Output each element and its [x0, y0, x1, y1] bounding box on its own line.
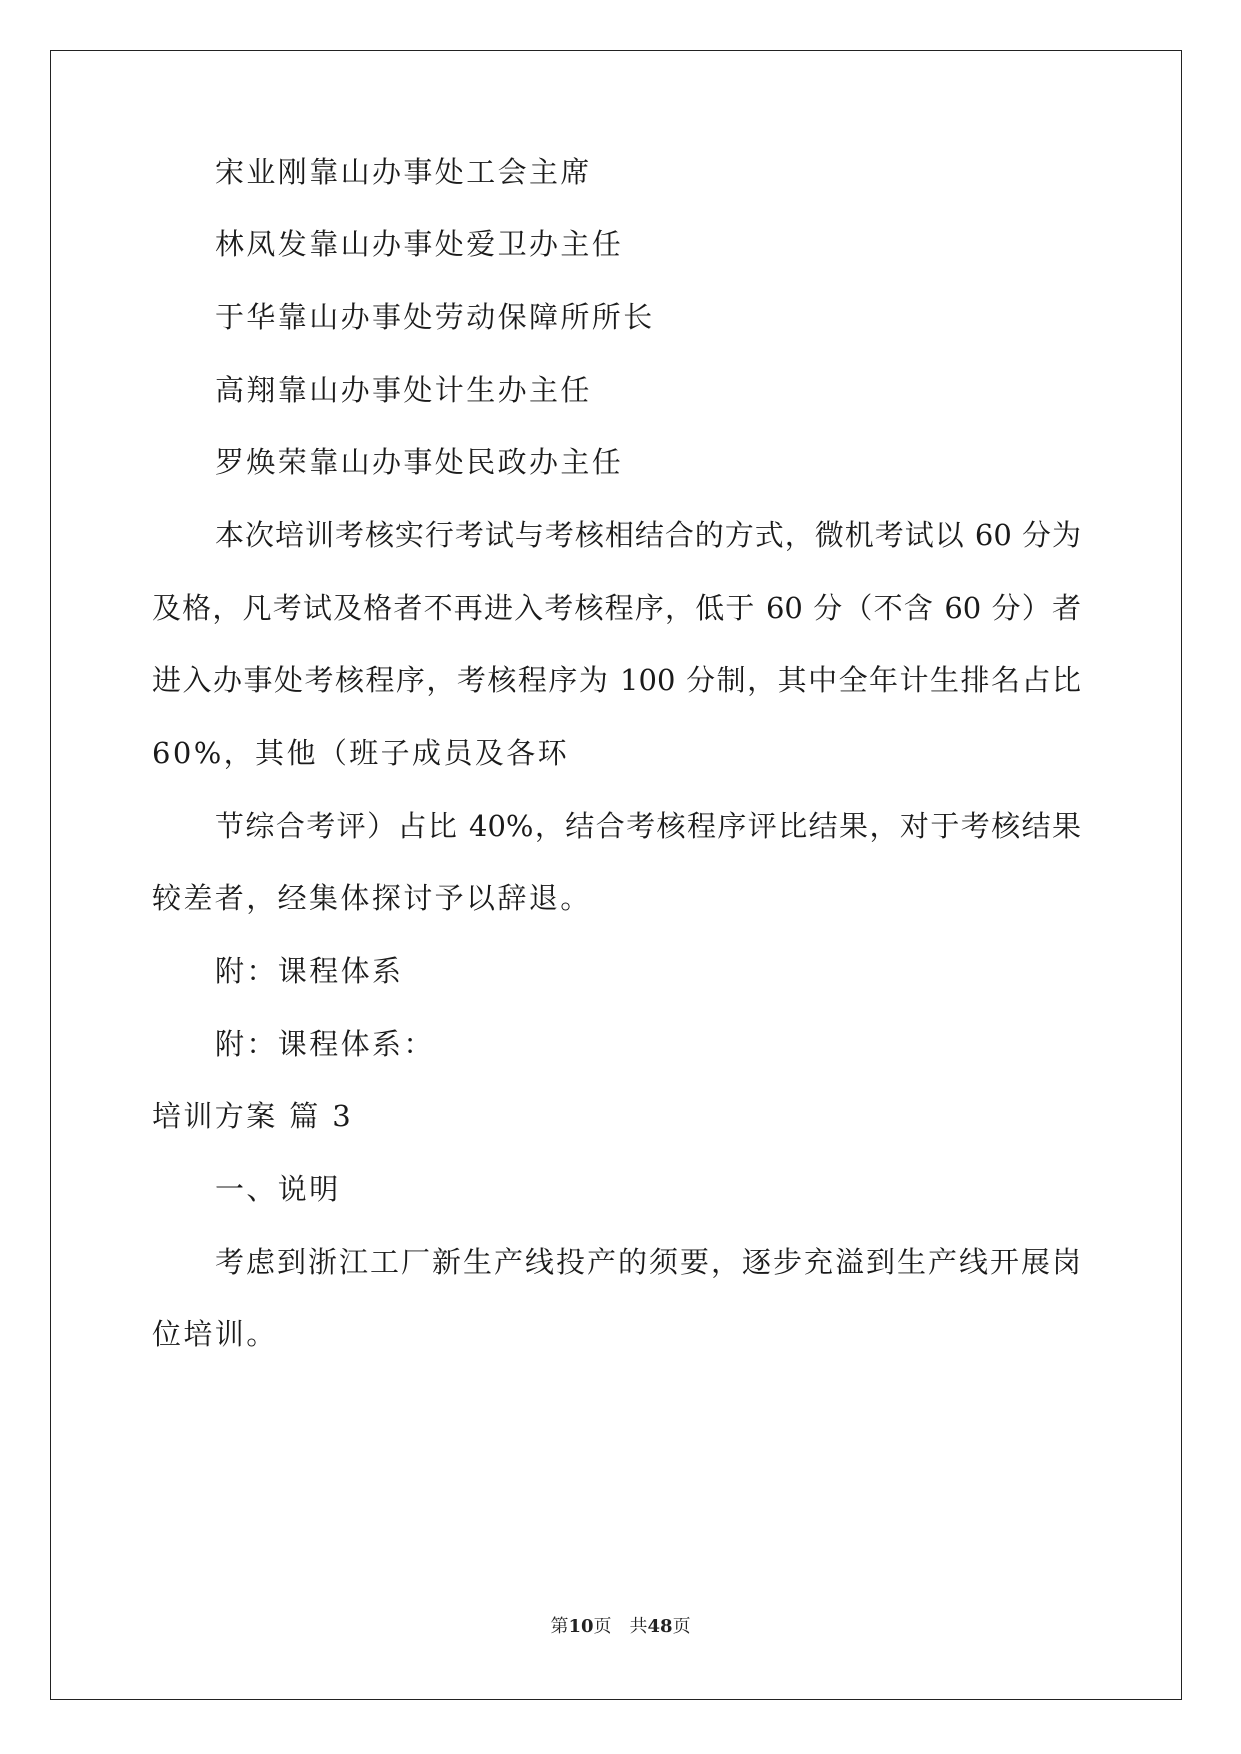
text-line: 高翔靠山办事处计生办主任 [215, 373, 592, 407]
paragraph-line: 节综合考评）占比 40%，结合考核程序评比结果，对于考核结果 [215, 809, 1081, 843]
appendix-line: 附：课程体系 [215, 954, 404, 988]
text-line: 于华靠山办事处劳动保障所所长 [215, 300, 655, 334]
page-footer [0, 1616, 1241, 1638]
text-line: 罗焕荣靠山办事处民政办主任 [215, 445, 624, 479]
paragraph-line: 本次培训考核实行考试与考核相结合的方式，微机考试以 60 分为 [215, 518, 1081, 552]
footer-page-number: 10 [568, 1616, 594, 1637]
appendix-line: 附：课程体系： [215, 1027, 435, 1061]
paragraph-line: 考虑到浙江工厂新生产线投产的须要，逐步充溢到生产线开展岗 [215, 1245, 1081, 1279]
page-border [50, 50, 1182, 1700]
text-line: 林凤发靠山办事处爱卫办主任 [215, 227, 624, 261]
footer-suffix: 页 [672, 1616, 691, 1637]
subsection-heading: 一、说明 [215, 1172, 341, 1206]
footer-prefix: 第 [550, 1616, 569, 1637]
paragraph-line: 进入办事处考核程序，考核程序为 100 分制，其中全年计生排名占比 [152, 663, 1081, 697]
section-heading: 培训方案 篇 3 [152, 1099, 354, 1133]
paragraph-line: 较差者，经集体探讨予以辞退。 [152, 881, 592, 915]
paragraph-line: 及格，凡考试及格者不再进入考核程序，低于 60 分（不含 60 分）者 [152, 591, 1081, 625]
footer-mid: 页 共 [593, 1616, 648, 1637]
paragraph-line: 位培训。 [152, 1317, 278, 1351]
text-line: 宋业刚靠山办事处工会主席 [215, 155, 592, 189]
footer-total-pages: 48 [647, 1616, 673, 1637]
paragraph-line: 60%，其他（班子成员及各环 [152, 736, 570, 770]
